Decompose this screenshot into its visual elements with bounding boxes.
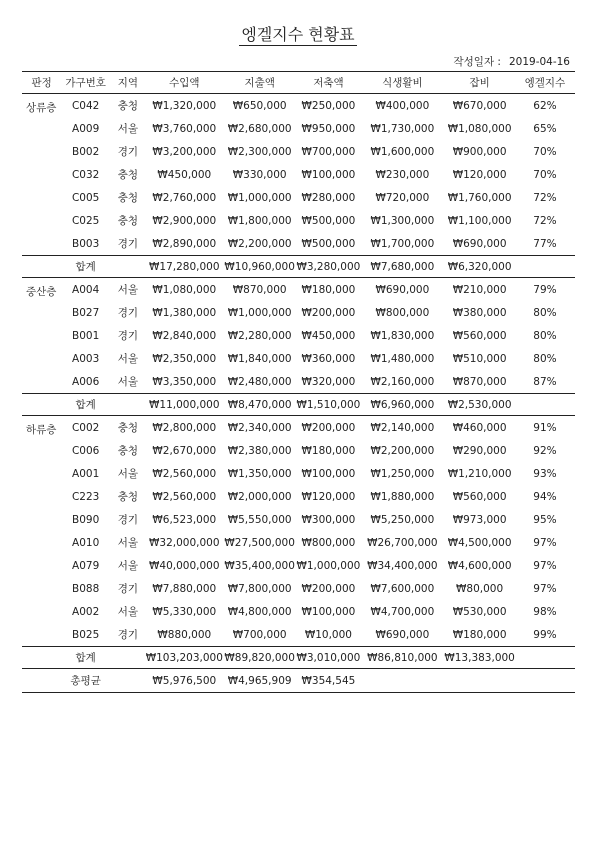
food-cost-cell: ₩230,000 [375,168,430,181]
table-row [22,324,575,347]
region-cell: 충청 [117,100,139,112]
food-cost-cell: ₩34,400,000 [367,559,438,572]
engel-index-cell: 80% [533,306,557,319]
food-cost-cell: ₩1,730,000 [370,122,435,135]
engel-index-cell: 77% [533,237,557,250]
header-food-cost: 식생활비 [360,72,444,94]
table-row [22,485,575,508]
income-cell: ₩2,840,000 [152,329,217,342]
subtotal-food-cost: ₩7,680,000 [360,256,444,278]
expense-cell: ₩700,000 [232,628,287,641]
date-label: 작성일자 : [453,56,501,68]
engel-index-cell: 98% [533,605,557,618]
expense-cell: ₩650,000 [232,99,287,112]
subtotal-label: 합계 [61,647,110,669]
region-cell: 경기 [117,514,139,526]
household-id-cell: C042 [71,99,100,112]
household-id-cell: A006 [72,375,100,388]
food-cost-cell: ₩7,600,000 [370,582,435,595]
food-cost-cell: ₩800,000 [375,306,430,319]
engel-index-cell: 65% [533,122,557,135]
header-expense: 지출액 [223,72,297,94]
average-income: ₩5,976,500 [146,669,223,693]
misc-cost-cell: ₩1,760,000 [447,191,512,204]
region-cell: 서울 [117,537,139,549]
income-cell: ₩7,880,000 [152,582,217,595]
blank-cell [110,669,146,693]
food-cost-cell: ₩1,250,000 [370,467,435,480]
subtotal-savings: ₩3,280,000 [296,256,360,278]
engel-index-cell: 70% [533,168,557,181]
header-income: 수입액 [146,72,223,94]
household-id-cell: C025 [71,214,100,227]
misc-cost-cell: ₩460,000 [452,421,507,434]
region-cell: 충청 [117,422,139,434]
household-id-cell: A079 [72,559,100,572]
savings-cell: ₩1,000,000 [296,559,361,572]
engel-index-cell: 99% [533,628,557,641]
savings-cell: ₩200,000 [301,421,356,434]
region-cell: 서울 [117,123,139,135]
savings-cell: ₩180,000 [301,444,356,457]
engel-index-cell: 87% [533,375,557,388]
income-cell: ₩2,900,000 [152,214,217,227]
household-id-cell: C005 [71,191,100,204]
header-engel-index: 엥겔지수 [515,72,575,94]
food-cost-cell: ₩1,700,000 [370,237,435,250]
savings-cell: ₩500,000 [301,237,356,250]
food-cost-cell: ₩2,160,000 [370,375,435,388]
region-cell: 충청 [117,169,139,181]
income-cell: ₩2,350,000 [152,352,217,365]
blank-cell [515,394,575,416]
food-cost-cell: ₩5,250,000 [370,513,435,526]
household-id-cell: B025 [72,628,100,641]
average-expense: ₩4,965,909 [223,669,297,693]
engel-index-cell: 80% [533,329,557,342]
household-id-cell: A003 [72,352,100,365]
food-cost-cell: ₩1,830,000 [370,329,435,342]
income-cell: ₩3,760,000 [152,122,217,135]
household-id-cell: B001 [72,329,100,342]
food-cost-cell: ₩1,880,000 [370,490,435,503]
savings-cell: ₩100,000 [301,168,356,181]
blank-cell [110,256,146,278]
grade-cell: 하류층 [26,424,57,436]
savings-cell: ₩120,000 [301,490,356,503]
income-cell: ₩5,330,000 [152,605,217,618]
savings-cell: ₩100,000 [301,605,356,618]
blank-cell [360,669,444,693]
engel-index-cell: 94% [533,490,557,503]
misc-cost-cell: ₩4,600,000 [447,559,512,572]
header-grade: 판정 [22,72,61,94]
table-row [22,462,575,485]
food-cost-cell: ₩26,700,000 [367,536,438,549]
income-cell: ₩6,523,000 [152,513,217,526]
blank-cell [110,394,146,416]
engel-index-cell: 79% [533,283,557,296]
misc-cost-cell: ₩380,000 [452,306,507,319]
blank-cell [22,256,61,278]
savings-cell: ₩700,000 [301,145,356,158]
blank-cell [22,647,61,669]
misc-cost-cell: ₩290,000 [452,444,507,457]
food-cost-cell: ₩2,140,000 [370,421,435,434]
income-cell: ₩1,320,000 [152,99,217,112]
table-row [22,232,575,256]
region-cell: 충청 [117,192,139,204]
report-title: 엥겔지수 현황표 [241,25,355,44]
header-region: 지역 [110,72,146,94]
misc-cost-cell: ₩1,100,000 [447,214,512,227]
subtotal-row [22,647,575,669]
household-id-cell: C223 [71,490,100,503]
savings-cell: ₩360,000 [301,352,356,365]
created-date [454,54,570,69]
subtotal-label: 합계 [61,394,110,416]
table-row [22,439,575,462]
income-cell: ₩32,000,000 [149,536,220,549]
engel-index-cell: 62% [533,99,557,112]
savings-cell: ₩500,000 [301,214,356,227]
region-cell: 충청 [117,491,139,503]
region-cell: 경기 [117,330,139,342]
engel-index-cell: 80% [533,352,557,365]
table-row [22,554,575,577]
table-row [22,94,575,118]
header-row [22,72,575,94]
income-cell: ₩2,670,000 [152,444,217,457]
savings-cell: ₩180,000 [301,283,356,296]
table-row [22,600,575,623]
engel-index-cell: 72% [533,214,557,227]
region-cell: 경기 [117,583,139,595]
misc-cost-cell: ₩4,500,000 [447,536,512,549]
engel-index-cell: 97% [533,559,557,572]
savings-cell: ₩200,000 [301,306,356,319]
engel-index-table [22,71,575,693]
income-cell: ₩1,080,000 [152,283,217,296]
table-row [22,278,575,302]
region-cell: 경기 [117,629,139,641]
misc-cost-cell: ₩210,000 [452,283,507,296]
region-cell: 경기 [117,146,139,158]
table-row [22,186,575,209]
savings-cell: ₩950,000 [301,122,356,135]
misc-cost-cell: ₩80,000 [456,582,504,595]
average-savings: ₩354,545 [296,669,360,693]
blank-cell [515,647,575,669]
region-cell: 충청 [117,215,139,227]
savings-cell: ₩10,000 [304,628,352,641]
income-cell: ₩2,890,000 [152,237,217,250]
expense-cell: ₩330,000 [232,168,287,181]
grade-cell: 중산층 [26,286,57,298]
engel-index-cell: 92% [533,444,557,457]
region-cell: 경기 [117,307,139,319]
savings-cell: ₩320,000 [301,375,356,388]
food-cost-cell: ₩690,000 [375,628,430,641]
table-row [22,301,575,324]
household-id-cell: A009 [72,122,100,135]
subtotal-income: ₩103,203,000 [146,647,223,669]
misc-cost-cell: ₩560,000 [452,490,507,503]
food-cost-cell: ₩400,000 [375,99,430,112]
expense-cell: ₩5,550,000 [227,513,292,526]
header-misc-cost: 잡비 [444,72,515,94]
table-row [22,117,575,140]
blank-cell [444,669,515,693]
table-row [22,416,575,440]
income-cell: ₩2,800,000 [152,421,217,434]
misc-cost-cell: ₩900,000 [452,145,507,158]
subtotal-misc-cost: ₩2,530,000 [444,394,515,416]
household-id-cell: C032 [71,168,100,181]
subtotal-savings: ₩3,010,000 [296,647,360,669]
expense-cell: ₩2,680,000 [227,122,292,135]
misc-cost-cell: ₩180,000 [452,628,507,641]
engel-index-cell: 93% [533,467,557,480]
household-id-cell: A002 [72,605,100,618]
table-row [22,140,575,163]
food-cost-cell: ₩2,200,000 [370,444,435,457]
misc-cost-cell: ₩120,000 [452,168,507,181]
table-row [22,577,575,600]
income-cell: ₩2,760,000 [152,191,217,204]
table-row [22,508,575,531]
misc-cost-cell: ₩510,000 [452,352,507,365]
expense-cell: ₩1,000,000 [227,191,292,204]
misc-cost-cell: ₩1,080,000 [447,122,512,135]
misc-cost-cell: ₩870,000 [452,375,507,388]
expense-cell: ₩2,300,000 [227,145,292,158]
subtotal-label: 합계 [61,256,110,278]
expense-cell: ₩35,400,000 [224,559,295,572]
expense-cell: ₩27,500,000 [224,536,295,549]
household-id-cell: B088 [72,582,100,595]
table-row [22,370,575,394]
expense-cell: ₩2,280,000 [227,329,292,342]
expense-cell: ₩7,800,000 [227,582,292,595]
food-cost-cell: ₩4,700,000 [370,605,435,618]
subtotal-row [22,394,575,416]
income-cell: ₩2,560,000 [152,490,217,503]
savings-cell: ₩200,000 [301,582,356,595]
household-id-cell: C002 [71,421,100,434]
income-cell: ₩1,380,000 [152,306,217,319]
engel-index-cell: 70% [533,145,557,158]
misc-cost-cell: ₩530,000 [452,605,507,618]
household-id-cell: A004 [72,283,100,296]
household-id-cell: B002 [72,145,100,158]
table-row [22,209,575,232]
household-id-cell: A010 [72,536,100,549]
table-row [22,623,575,647]
table-row [22,347,575,370]
misc-cost-cell: ₩670,000 [452,99,507,112]
subtotal-expense: ₩10,960,000 [223,256,297,278]
subtotal-savings: ₩1,510,000 [296,394,360,416]
expense-cell: ₩1,350,000 [227,467,292,480]
blank-cell [515,256,575,278]
region-cell: 경기 [117,238,139,250]
expense-cell: ₩4,800,000 [227,605,292,618]
expense-cell: ₩2,000,000 [227,490,292,503]
subtotal-row [22,256,575,278]
engel-index-cell: 97% [533,582,557,595]
region-cell: 서울 [117,468,139,480]
income-cell: ₩880,000 [157,628,212,641]
misc-cost-cell: ₩560,000 [452,329,507,342]
region-cell: 서울 [117,560,139,572]
expense-cell: ₩1,000,000 [227,306,292,319]
table-row [22,531,575,554]
income-cell: ₩450,000 [157,168,212,181]
average-label: 총평균 [61,669,110,693]
average-row [22,669,575,693]
household-id-cell: A001 [72,467,100,480]
income-cell: ₩40,000,000 [149,559,220,572]
subtotal-misc-cost: ₩6,320,000 [444,256,515,278]
region-cell: 서울 [117,353,139,365]
savings-cell: ₩300,000 [301,513,356,526]
grade-cell: 상류층 [26,102,57,114]
engel-index-cell: 95% [533,513,557,526]
income-cell: ₩3,200,000 [152,145,217,158]
region-cell: 서울 [117,284,139,296]
expense-cell: ₩2,200,000 [227,237,292,250]
region-cell: 충청 [117,445,139,457]
income-cell: ₩3,350,000 [152,375,217,388]
expense-cell: ₩1,800,000 [227,214,292,227]
savings-cell: ₩450,000 [301,329,356,342]
food-cost-cell: ₩1,600,000 [370,145,435,158]
expense-cell: ₩2,480,000 [227,375,292,388]
savings-cell: ₩100,000 [301,467,356,480]
expense-cell: ₩2,340,000 [227,421,292,434]
engel-index-cell: 97% [533,536,557,549]
region-cell: 서울 [117,376,139,388]
savings-cell: ₩800,000 [301,536,356,549]
household-id-cell: C006 [71,444,100,457]
food-cost-cell: ₩720,000 [375,191,430,204]
blank-cell [110,647,146,669]
subtotal-expense: ₩89,820,000 [223,647,297,669]
region-cell: 서울 [117,606,139,618]
blank-cell [22,669,61,693]
subtotal-income: ₩11,000,000 [146,394,223,416]
expense-cell: ₩1,840,000 [227,352,292,365]
subtotal-misc-cost: ₩13,383,000 [444,647,515,669]
subtotal-food-cost: ₩6,960,000 [360,394,444,416]
expense-cell: ₩2,380,000 [227,444,292,457]
date-value: 2019-04-16 [508,56,570,68]
engel-index-cell: 72% [533,191,557,204]
blank-cell [22,394,61,416]
subtotal-food-cost: ₩86,810,000 [360,647,444,669]
food-cost-cell: ₩690,000 [375,283,430,296]
misc-cost-cell: ₩690,000 [452,237,507,250]
subtotal-expense: ₩8,470,000 [223,394,297,416]
header-savings: 저축액 [296,72,360,94]
savings-cell: ₩250,000 [301,99,356,112]
household-id-cell: B027 [72,306,100,319]
engel-index-cell: 91% [533,421,557,434]
blank-cell [515,669,575,693]
subtotal-income: ₩17,280,000 [146,256,223,278]
savings-cell: ₩280,000 [301,191,356,204]
income-cell: ₩2,560,000 [152,467,217,480]
household-id-cell: B003 [72,237,100,250]
expense-cell: ₩870,000 [232,283,287,296]
household-id-cell: B090 [72,513,100,526]
misc-cost-cell: ₩1,210,000 [447,467,512,480]
table-row [22,163,575,186]
food-cost-cell: ₩1,480,000 [370,352,435,365]
food-cost-cell: ₩1,300,000 [370,214,435,227]
header-household-id: 가구번호 [61,72,110,94]
misc-cost-cell: ₩973,000 [452,513,507,526]
